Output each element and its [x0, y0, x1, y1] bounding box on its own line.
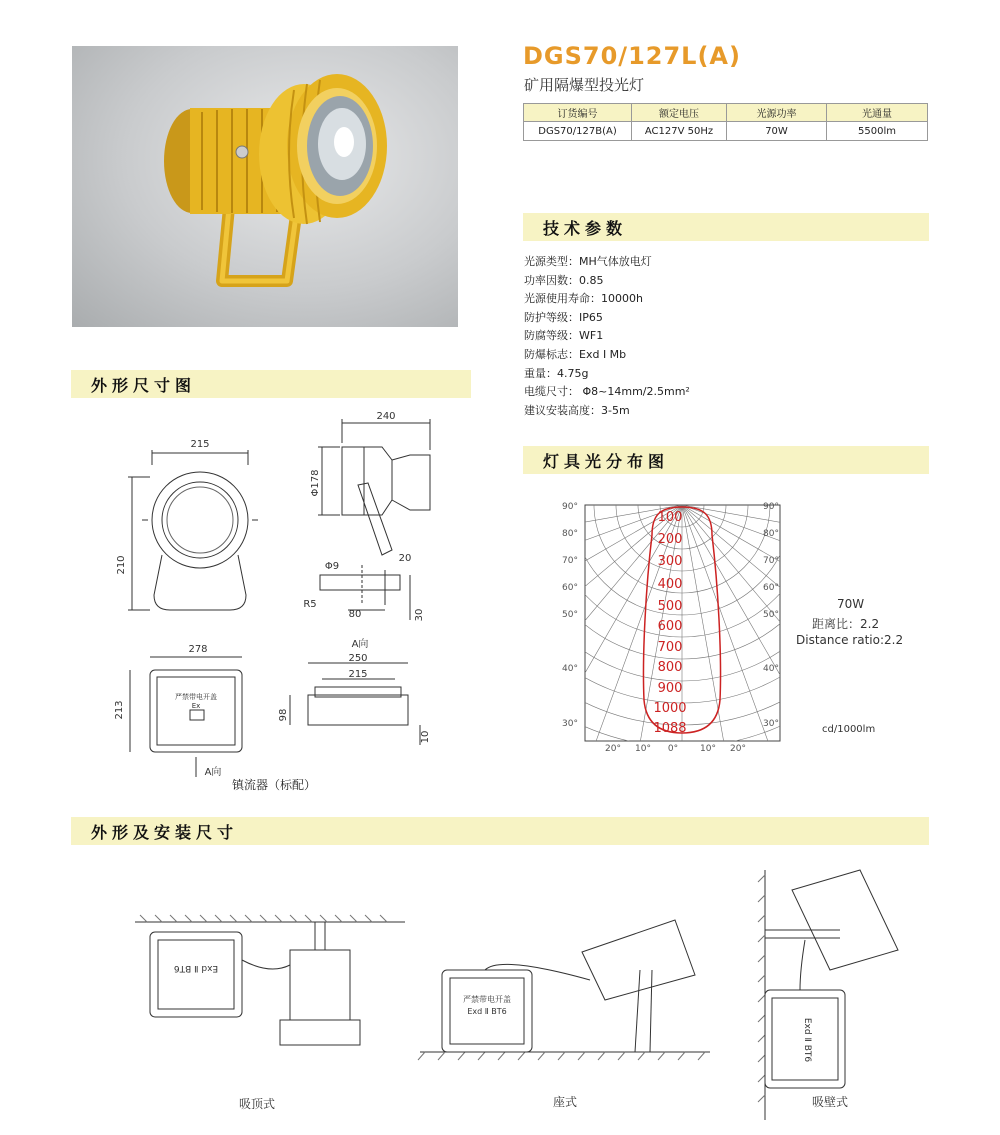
list-item: 防腐等级：WF1 — [524, 329, 604, 343]
spec-header: 光源功率 — [727, 104, 827, 122]
box-label-ceiling: Exd Ⅱ BT6 — [173, 963, 219, 973]
dim-plan-98: 98 — [278, 708, 289, 722]
angle-label-right: 50° — [763, 610, 779, 620]
product-photo — [72, 46, 458, 327]
spec-cell: 70W — [727, 122, 827, 141]
spec-cell: AC127V 50Hz — [632, 122, 727, 141]
angle-label-right: 80° — [763, 529, 779, 539]
dim-side-width: 240 — [376, 411, 396, 422]
list-item: 建议安装高度：3-5m — [524, 403, 630, 417]
box-label-seat-1: 严禁带电开盖 — [463, 995, 511, 1004]
polar-grid-ray — [682, 505, 734, 760]
intensity-label: 800 — [657, 660, 683, 675]
dim-a-view-arrow: A向 — [204, 767, 222, 778]
dim-plan-250: 250 — [348, 653, 368, 664]
dim-box-height: 213 — [114, 700, 125, 720]
install-heading: 外形及安装尺寸 — [91, 823, 239, 842]
angle-label-bottom: 10° — [700, 744, 716, 754]
dim-front-width: 215 — [190, 439, 210, 450]
intensity-label: 1000 — [653, 701, 687, 716]
spec-table-header-row — [524, 104, 928, 122]
box-label-1: 严禁带电开盖 — [175, 693, 217, 701]
angle-label-right: 60° — [763, 583, 779, 593]
intensity-label: 400 — [657, 577, 683, 592]
table-row — [524, 122, 928, 141]
distance-ratio-en: Distance ratio:2.2 — [796, 633, 904, 647]
dim-front-height: 210 — [116, 555, 127, 575]
ballast-caption: 镇流器（标配） — [232, 778, 317, 792]
spec-table — [523, 103, 928, 141]
dim-box-width: 278 — [188, 644, 208, 655]
install-method-wall: 吸壁式 — [811, 1095, 849, 1109]
product-name: 矿用隔爆型投光灯 — [524, 76, 645, 94]
list-item: 光源使用寿命：10000h — [524, 292, 643, 306]
install-heading-band — [71, 817, 929, 845]
list-item: 重量：4.75g — [524, 366, 589, 380]
intensity-label: 900 — [657, 681, 683, 696]
polar-grid-ray — [682, 505, 800, 608]
polar-grid-ray — [682, 505, 800, 698]
dim-bracket-20: 20 — [398, 553, 412, 564]
angle-label-left: 60° — [562, 583, 578, 593]
angle-label-right: 30° — [763, 719, 779, 729]
angle-label-left: 80° — [562, 529, 578, 539]
list-item: 光源类型：MH气体放电灯 — [524, 255, 652, 268]
angle-label-left: 30° — [562, 719, 578, 729]
angle-label-bottom: 10° — [635, 744, 651, 754]
list-item: 功率因数：0.85 — [524, 273, 604, 287]
intensity-unit: cd/1000lm — [822, 724, 876, 735]
angle-label-left: 90° — [562, 502, 578, 512]
dim-plan-215: 215 — [348, 669, 368, 680]
intensity-label: 700 — [657, 640, 683, 655]
dim-plan-10: 10 — [420, 730, 431, 744]
spec-header: 订货编号 — [524, 104, 632, 122]
angle-label-right: 40° — [763, 664, 779, 674]
intensity-label: 300 — [657, 554, 683, 569]
light-dist-heading: 灯具光分布图 — [543, 452, 670, 471]
intensity-label: 200 — [657, 532, 683, 547]
intensity-label: 600 — [657, 619, 683, 634]
angle-label-left: 40° — [562, 664, 578, 674]
box-label-wall: Exd Ⅱ BT6 — [802, 1017, 812, 1063]
intensity-label: 500 — [657, 599, 683, 614]
dimension-drawings — [110, 405, 450, 800]
install-drawings — [120, 860, 920, 1130]
angle-label-left: 50° — [562, 610, 578, 620]
install-method-seat: 座式 — [552, 1095, 578, 1109]
angle-label-bottom: 0° — [667, 744, 679, 754]
tech-heading-band — [523, 213, 929, 241]
dim-bracket-80: 80 — [348, 609, 362, 620]
install-method-ceiling: 吸顶式 — [238, 1097, 276, 1111]
list-item: 防爆标志：Exd I Mb — [524, 347, 627, 361]
spec-cell: 5500lm — [827, 122, 928, 141]
dims-heading: 外形尺寸图 — [91, 376, 197, 395]
dim-bracket-r5: R5 — [303, 599, 317, 610]
dim-bracket-hole: Φ9 — [324, 561, 340, 572]
dims-heading-band — [71, 370, 471, 398]
angle-label-bottom: 20° — [605, 744, 621, 754]
power-label: 70W — [837, 597, 865, 611]
polar-grid-ray — [682, 505, 800, 655]
dim-bracket-30: 30 — [414, 608, 425, 622]
angle-label-left: 70° — [562, 556, 578, 566]
angle-label-bottom: 20° — [730, 744, 746, 754]
spec-header: 额定电压 — [632, 104, 727, 122]
tech-params-list — [524, 253, 690, 420]
intensity-label: 1088 — [653, 721, 687, 736]
list-item: 防护等级：IP65 — [524, 310, 603, 324]
tech-heading: 技术参数 — [543, 219, 628, 238]
floodlight-image — [72, 46, 458, 327]
light-dist-heading-band — [523, 446, 929, 474]
distance-ratio-cn: 距离比：2.2 — [812, 617, 880, 631]
intensity-label: 100 — [657, 510, 683, 525]
spec-header: 光通量 — [827, 104, 928, 122]
polar-chart — [560, 495, 800, 760]
polar-grid-ray — [682, 505, 800, 557]
angle-label-right: 90° — [763, 502, 779, 512]
box-label-seat-2: Exd Ⅱ BT6 — [467, 1007, 507, 1016]
polar-grid-ray — [682, 505, 800, 760]
dim-a-view: A向 — [351, 639, 369, 650]
polar-grid-ray — [682, 505, 800, 735]
product-model: DGS70/127L(A) — [523, 42, 741, 70]
spec-cell: DGS70/127B(A) — [524, 122, 632, 141]
dim-side-diameter: Φ178 — [310, 469, 321, 497]
box-label-2: Ex — [191, 702, 201, 710]
list-item: 电缆尺寸： Φ8~14mm/2.5mm² — [524, 385, 690, 399]
angle-label-right: 70° — [763, 556, 779, 566]
